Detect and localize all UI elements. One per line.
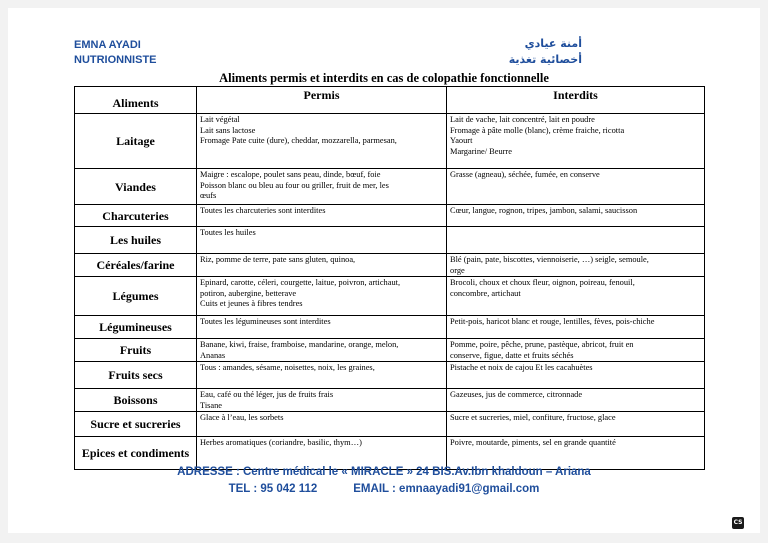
permis-line: Toutes les charcuteries sont interdites [200,206,326,215]
permis-line: Lait sans lactose [200,125,256,135]
column-header-permis: Permis [197,87,447,114]
permis-line: Maigre : escalope, poulet sans peau, dinde, bœuf, foie [200,170,381,179]
interdits-cell [447,169,705,205]
interdits-cell [447,362,705,389]
table-row [75,339,705,362]
interdits-cell [447,412,705,437]
permis-line: Cuits et jeunes à fibres tendres [200,299,303,308]
table-row [75,362,705,389]
permis-line: potiron, aubergine, betterave [200,288,297,298]
interdits-line: Sucre et sucreries, miel, confiture, fructose, glace [450,413,616,422]
permis-cell [197,227,447,254]
interdits-cell [447,277,705,316]
permis-cell [197,169,447,205]
food-category: Fruits secs [75,362,197,389]
food-category: Fruits [75,339,197,362]
permis-cell [197,339,447,362]
interdits-line: Gazeuses, jus de commerce, citronnade [450,390,583,399]
permis-line: Toutes les huiles [200,228,256,237]
permis-line: Lait végétal [200,115,240,124]
interdits-line: Lait de vache, lait concentré, lait en poudre [450,115,595,124]
food-category: Laitage [75,114,197,169]
table-body [75,114,705,470]
column-header-aliments: Aliments [75,87,197,114]
interdits-line: concombre, artichaut [450,288,521,298]
food-category: Sucre et sucreries [75,412,197,437]
permis-cell [197,389,447,412]
interdits-line: Yaourt [450,136,473,145]
interdits-line: Petit-pois, haricot blanc et rouge, lentilles, fèves, pois-chiche [450,317,655,326]
interdits-cell [447,227,705,254]
permis-cell [197,205,447,227]
interdits-line: orge [450,265,465,275]
interdits-line: Grasse (agneau), séchée, fumée, en conserve [450,170,600,179]
permis-line: Banane, kiwi, fraise, framboise, mandarine, orange, melon, [200,340,399,349]
permis-cell [197,114,447,169]
document-page [8,8,760,533]
table-row [75,277,705,316]
permis-cell [197,362,447,389]
food-category: Boissons [75,389,197,412]
author-header-fr [74,38,157,68]
food-category: Charcuteries [75,205,197,227]
footer-email: EMAIL : emnaayadi91@gmail.com [353,483,540,495]
permis-line: Ananas [200,350,226,360]
food-category: Les huiles [75,227,197,254]
footer-contact-line [8,481,760,498]
permis-line: Epinard, carotte, céleri, courgette, laitue, poivron, artichaut, [200,278,401,287]
author-role-ar: أخصائية تغذية [508,53,582,66]
permis-line: Toutes les légumineuses sont interdites [200,317,331,326]
food-table [74,86,705,470]
interdits-cell [447,114,705,169]
interdits-cell [447,339,705,362]
footer-address: ADRESSE : Centre médical le « MIRACLE » 24 BIS.Av.Ibn khaldoun – Ariana [177,466,591,478]
food-category: Légumineuses [75,316,197,339]
permis-cell [197,412,447,437]
column-header-interdits: Interdits [447,87,705,114]
table-row [75,316,705,339]
permis-line: Poisson blanc ou bleu au four ou griller, fruit de mer, les [200,180,389,190]
interdits-line: Pistache et noix de cajou Et les cacahuètes [450,363,593,372]
author-role-fr: NUTRIONNISTE [74,54,157,66]
food-category: Epices et condiments [75,437,197,470]
permis-cell [197,254,447,277]
interdits-line: Margarine/ Beurre [450,146,512,156]
interdits-line: Blé (pain, pate, biscottes, viennoiserie, …) seigle, semoule, [450,255,649,264]
interdits-line: Fromage à pâte molle (blanc), crème fraiche, ricotta [450,125,625,135]
permis-line: Tous : amandes, sésame, noisettes, noix, les graines, [200,363,375,372]
interdits-line: conserve, figue, datte et fruits séchés [450,350,574,360]
table-row [75,227,705,254]
footer-contact [8,464,760,498]
table-row [75,254,705,277]
interdits-line: Poivre, moutarde, piments, sel en grande quantité [450,438,616,447]
food-category: Viandes [75,169,197,205]
table-row [75,389,705,412]
table-header-row [75,87,705,114]
table-row [75,169,705,205]
permis-line: Riz, pomme de terre, pate sans gluten, quinoa, [200,255,356,264]
interdits-line: Brocoli, choux et choux fleur, oignon, poireau, fenouil, [450,278,635,287]
permis-line: œufs [200,191,217,200]
permis-line: Herbes aromatiques (coriandre, basilic, thym…) [200,438,362,447]
permis-cell [197,277,447,316]
interdits-cell [447,316,705,339]
permis-line: Tisane [200,400,223,410]
food-category: Légumes [75,277,197,316]
table-row [75,205,705,227]
interdits-cell [447,254,705,277]
author-name-fr: EMNA AYADI [74,39,141,51]
table-row [75,412,705,437]
permis-line: Glace à l’eau, les sorbets [200,413,284,422]
permis-line: Eau, café ou thé léger, jus de fruits frais [200,390,334,399]
footer-tel: TEL : 95 042 112 [228,483,318,495]
author-header-ar [509,36,582,68]
camscanner-logo-icon: CS [732,517,744,529]
table-row [75,114,705,169]
interdits-cell [447,389,705,412]
interdits-cell [447,205,705,227]
food-category: Céréales/farine [75,254,197,277]
interdits-line: Cœur, langue, rognon, tripes, jambon, salami, saucisson [450,206,638,215]
permis-cell [197,316,447,339]
interdits-line: Pomme, poire, pêche, prune, pastèque, abricot, fruit en [450,340,634,349]
document-title: Aliments permis et interdits en cas de colopathie fonctionnelle [219,71,549,85]
author-name-ar: أمنة عيادي [524,37,582,50]
permis-line: Fromage Pate cuite (dure), cheddar, mozzarella, parmesan, [200,136,397,145]
